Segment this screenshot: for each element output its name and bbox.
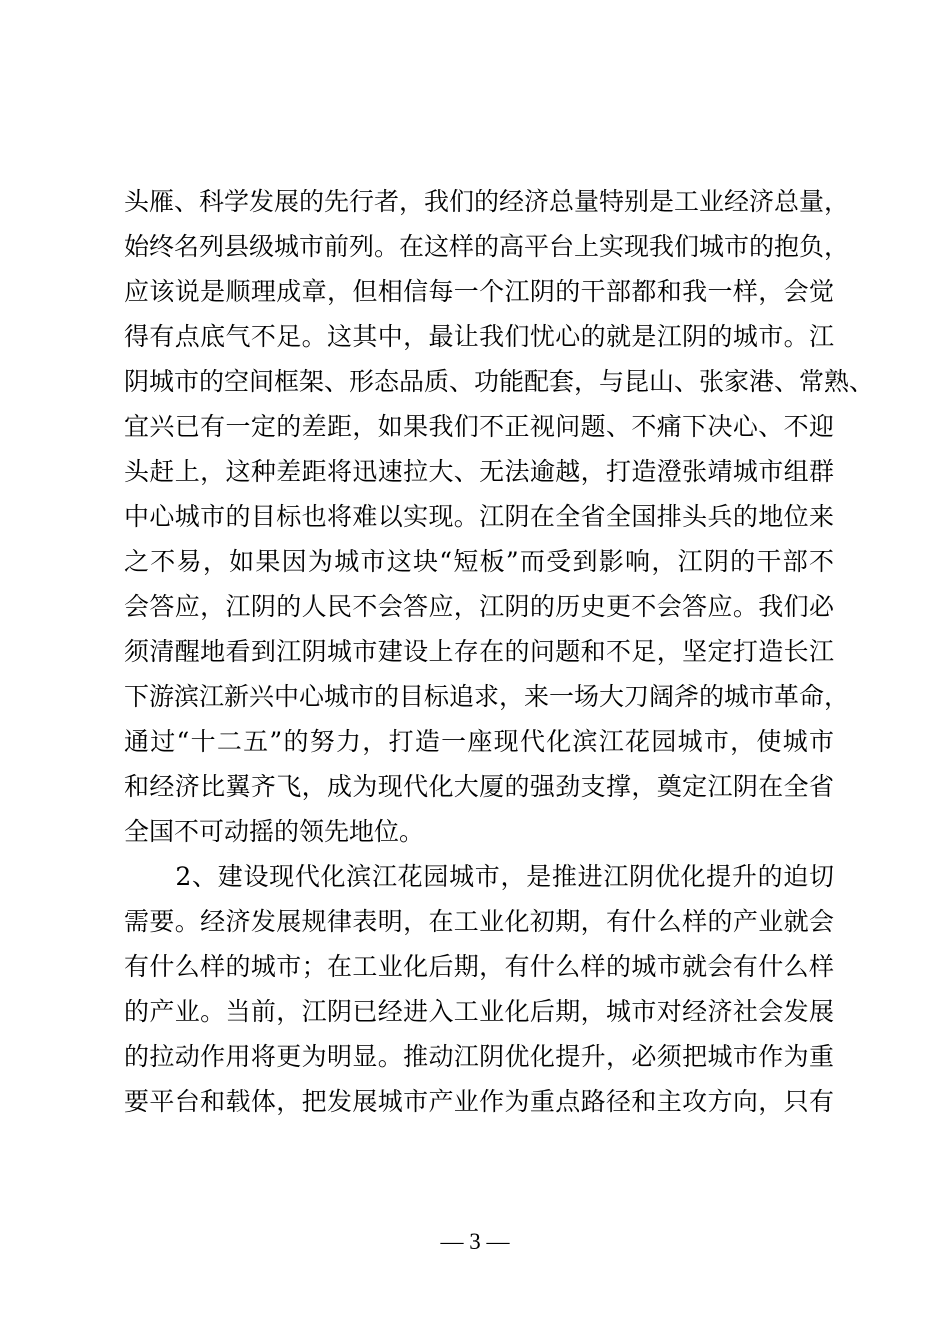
text-line: 需要。经济发展规律表明，在工业化初期，有什么样的产业就会 xyxy=(124,907,834,936)
text-line: 须清醒地看到江阴城市建设上存在的问题和不足，坚定打造长江 xyxy=(124,637,834,666)
text-line: 得有点底气不足。这其中，最让我们忧心的就是江阴的城市。江 xyxy=(124,322,834,351)
text-line: 宜兴已有一定的差距，如果我们不正视问题、不痛下决心、不迎 xyxy=(124,412,834,441)
paragraph-1 xyxy=(124,179,875,854)
paragraph-2 xyxy=(124,854,834,1124)
text-line: 始终名列县级城市前列。在这样的高平台上实现我们城市的抱负， xyxy=(124,232,850,261)
text-line: 的拉动作用将更为明显。推动江阴优化提升，必须把城市作为重 xyxy=(124,1042,834,1071)
text-line: 通过“十二五”的努力，打造一座现代化滨江花园城市，使城市 xyxy=(124,727,834,756)
text-line: 要平台和载体，把发展城市产业作为重点路径和主攻方向，只有 xyxy=(124,1087,834,1116)
text-line: 2、建设现代化滨江花园城市，是推进江阴优化提升的迫切 xyxy=(124,862,834,891)
text-line: 应该说是顺理成章，但相信每一个江阴的干部都和我一样，会觉 xyxy=(124,277,834,306)
body-text xyxy=(124,179,875,1124)
text-line: 头赶上，这种差距将迅速拉大、无法逾越，打造澄张靖城市组群 xyxy=(124,457,834,486)
text-line: 全国不可动摇的领先地位。 xyxy=(124,817,425,846)
text-line: 之不易，如果因为城市这块“短板”而受到影响，江阴的干部不 xyxy=(124,547,834,576)
text-line: 和经济比翼齐飞，成为现代化大厦的强劲支撑，奠定江阴在全省 xyxy=(124,772,834,801)
text-line: 头雁、科学发展的先行者，我们的经济总量特别是工业经济总量， xyxy=(124,187,850,216)
text-line: 有什么样的城市；在工业化后期，有什么样的城市就会有什么样 xyxy=(124,952,834,981)
page-number: — 3 — xyxy=(440,1229,510,1254)
text-line: 下游滨江新兴中心城市的目标追求，来一场大刀阔斧的城市革命， xyxy=(124,682,850,711)
text-line: 的产业。当前，江阴已经进入工业化后期，城市对经济社会发展 xyxy=(124,997,834,1026)
text-line: 中心城市的目标也将难以实现。江阴在全省全国排头兵的地位来 xyxy=(124,502,834,531)
text-line: 阴城市的空间框架、形态品质、功能配套，与昆山、张家港、常熟、 xyxy=(124,367,875,396)
text-line: 会答应，江阴的人民不会答应，江阴的历史更不会答应。我们必 xyxy=(124,592,834,621)
